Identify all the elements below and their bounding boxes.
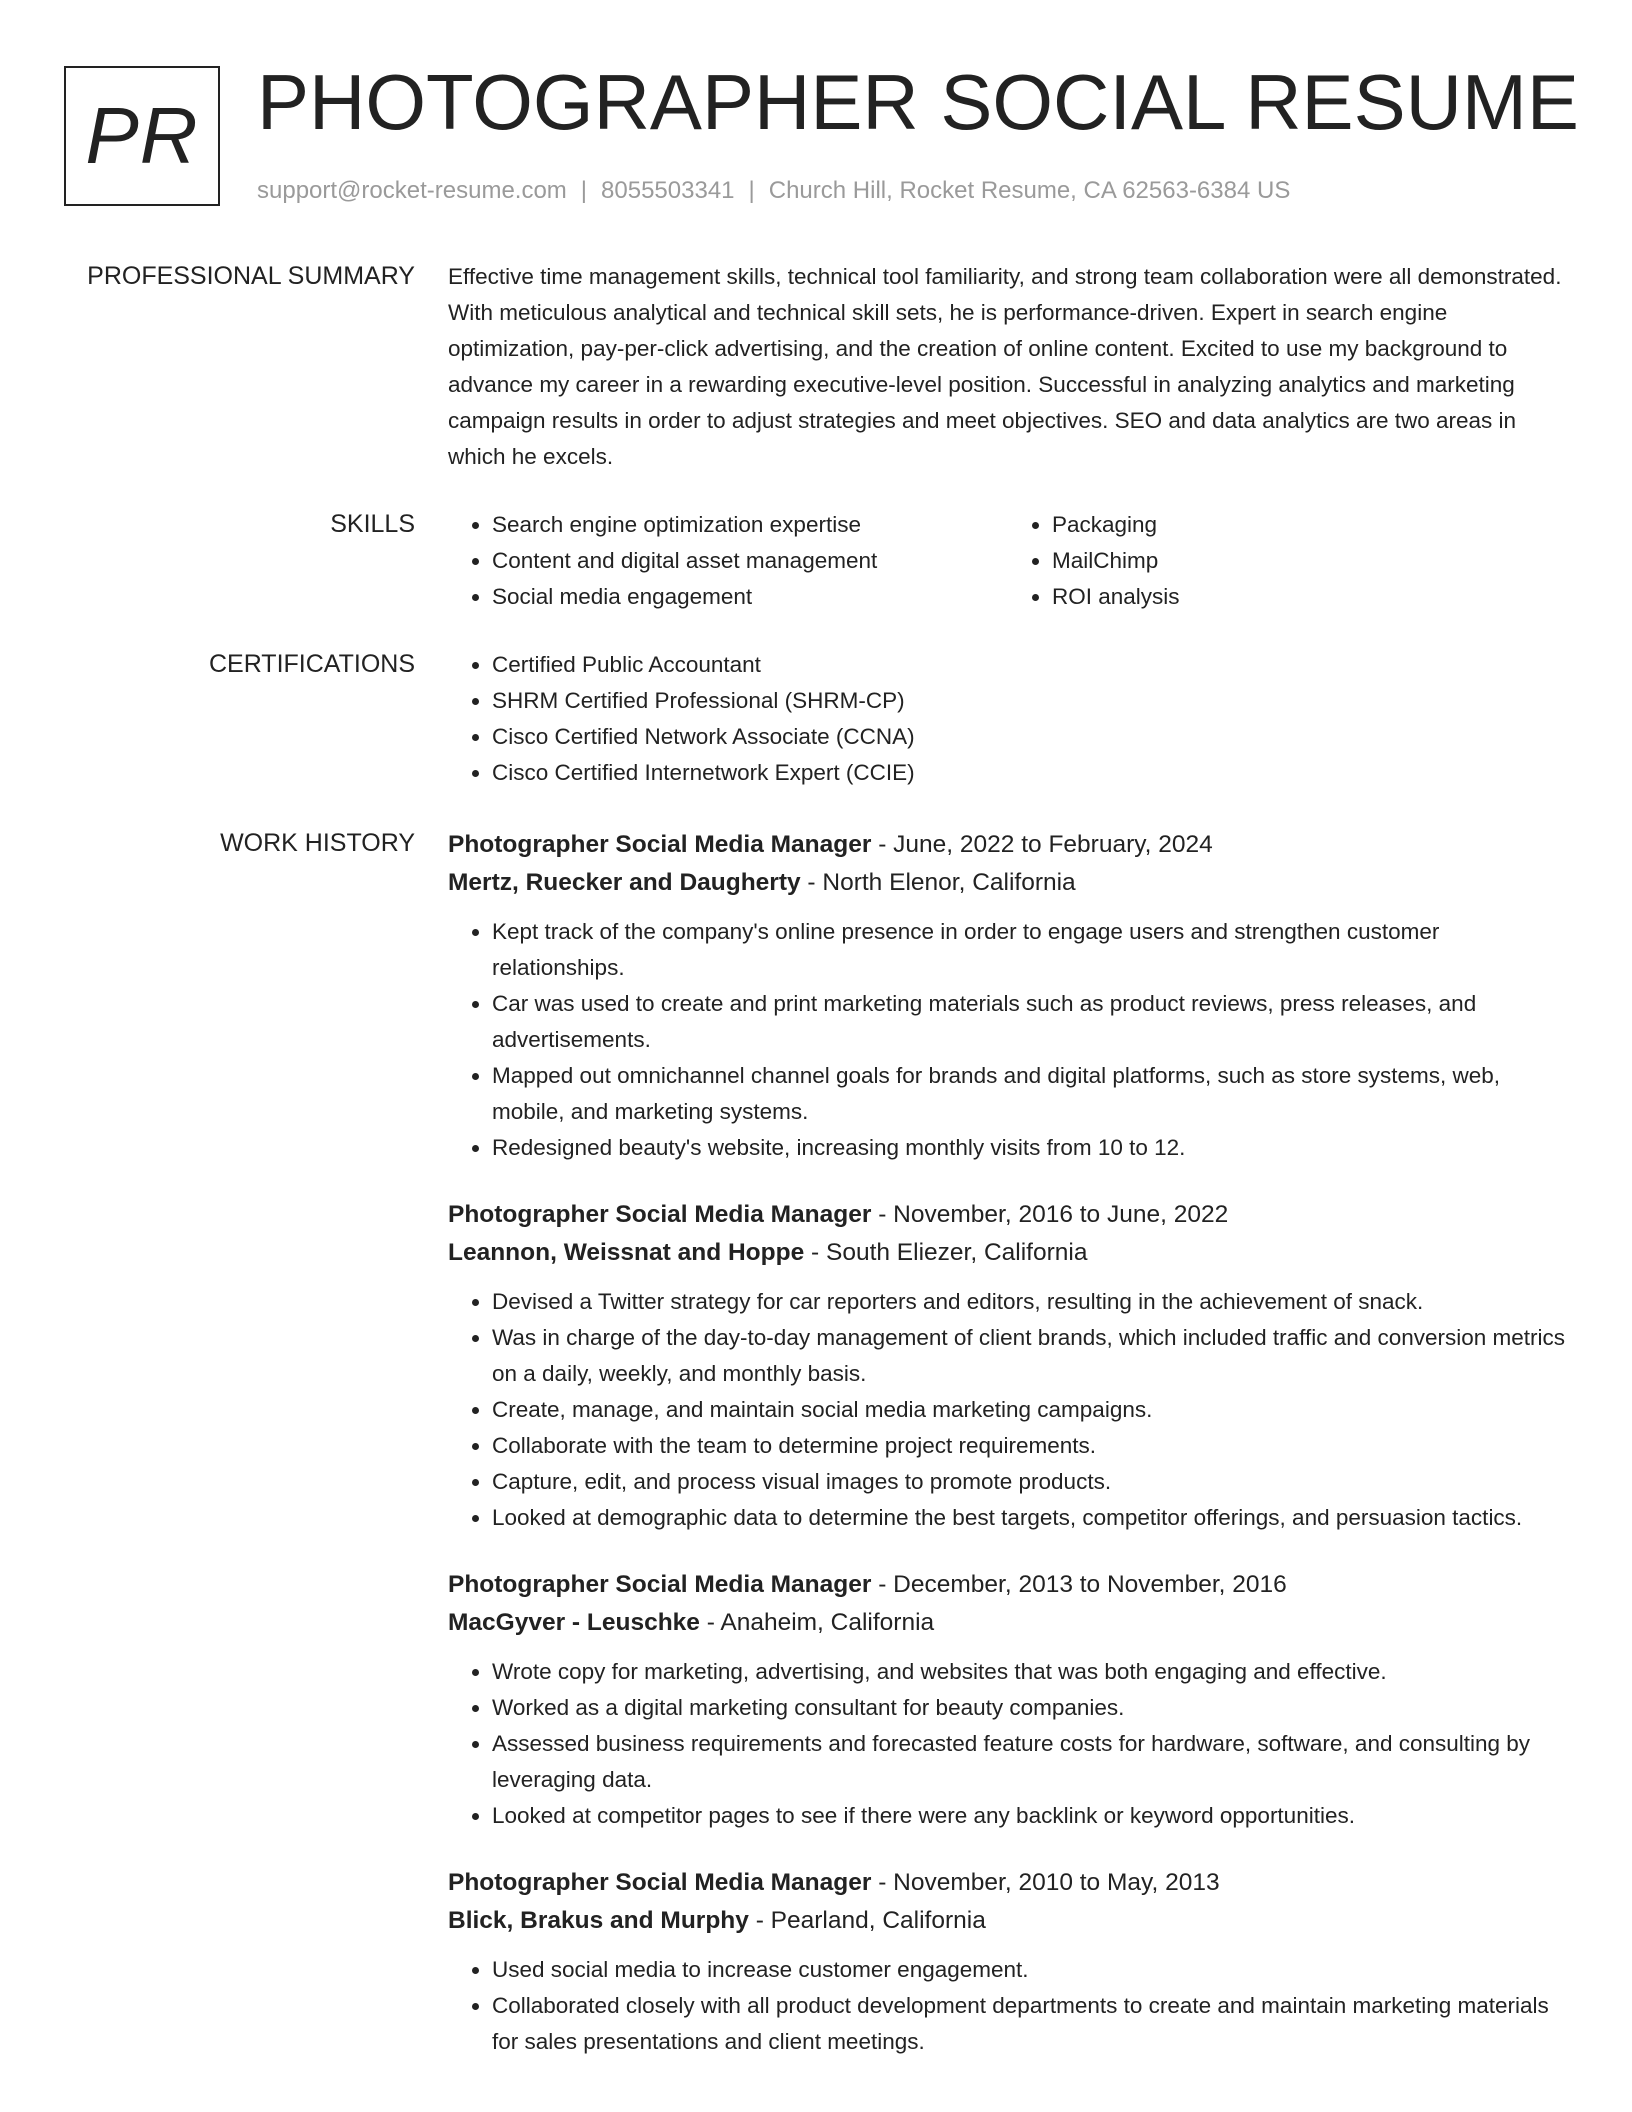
resume-title: PHOTOGRAPHER SOCIAL RESUME [257,58,1579,146]
job-location: - Pearland, California [748,1907,986,1934]
job-bullets [448,914,1568,1166]
job-title-line [448,1864,1568,1902]
job-company: Mertz, Ruecker and Daugherty [448,869,801,896]
job-location: - Anaheim, California [699,1609,935,1636]
job-location: - North Elenor, California [800,869,1076,896]
job-bullet: • Devised a Twitter strategy for car reporters and editors, resulting in the achievement of snack. [492,1284,1568,1320]
job-dates: - June, 2022 to February, 2024 [871,831,1213,858]
job-bullet: • Kept track of the company's online presence in order to engage users and strengthen customer relationships. [492,914,1568,986]
job-entry [448,1196,1568,1536]
job-company-line [448,1604,1568,1642]
certifications-label: CERTIFICATIONS [208,650,415,678]
job-company: Blick, Brakus and Murphy [448,1907,749,1934]
job-bullet: • Wrote copy for marketing, advertising, and websites that was both engaging and effective. [492,1654,1568,1690]
job-title: Photographer Social Media Manager [448,1201,872,1228]
skills-label: SKILLS [330,510,415,538]
job-title-line [448,826,1568,864]
job-bullets [448,1952,1568,2060]
job-bullet: • Collaborated closely with all product development departments to create and maintain marketing materials for sales presentations and client meetings. [492,1988,1568,2060]
certification-item: • Cisco Certified Network Associate (CCNA) [492,719,1568,755]
work-history-label: WORK HISTORY [220,829,415,857]
certifications-content [448,647,1568,791]
skills-list-left [448,507,1008,615]
job-bullets [448,1654,1568,1834]
job-location: - South Eliezer, California [804,1239,1088,1266]
certification-item: • Certified Public Accountant [492,647,1568,683]
job-bullet: • Used social media to increase customer engagement. [492,1952,1568,1988]
skill-item: • ROI analysis [1052,579,1568,615]
contact-separator: | [580,177,588,204]
contact-separator: | [748,177,755,204]
job-dates: - December, 2013 to November, 2016 [871,1571,1287,1598]
job-bullet: • Create, manage, and maintain social media marketing campaigns. [492,1392,1568,1428]
job-title: Photographer Social Media Manager [448,1571,872,1598]
job-entry [448,826,1568,1166]
job-bullet: • Looked at demographic data to determine the best targets, competitor offerings, and persuasion tactics. [492,1500,1568,1536]
job-bullet: • Collaborate with the team to determine project requirements. [492,1428,1568,1464]
certification-item: • Cisco Certified Internetwork Expert (CCIE) [492,755,1568,791]
job-title-line [448,1196,1568,1234]
job-bullet: • Looked at competitor pages to see if there were any backlink or keyword opportunities. [492,1798,1568,1834]
work-history-content [448,826,1568,2090]
contact-line [257,174,1290,208]
certification-item: • SHRM Certified Professional (SHRM-CP) [492,683,1568,719]
job-entry [448,1566,1568,1834]
skills-list-right [1008,507,1568,615]
monogram-logo: PR [64,66,220,206]
job-entry [448,1864,1568,2060]
job-dates: - November, 2016 to June, 2022 [871,1201,1229,1228]
skill-item: • Content and digital asset management [492,543,1008,579]
job-bullet: • Was in charge of the day-to-day management of client brands, which included traffic and conversion metrics on a daily, weekly, and monthly basis. [492,1320,1568,1392]
skill-item: • Packaging [1052,507,1568,543]
summary-text: Effective time management skills, technical tool familiarity, and strong team collaboration were all demonstrated. With meticulous analytical and technical skill sets, he is performance-driven. Expert in search engine optimization, pay-per-click advertising, and the creation of online content. Excited to use my background to advance my career in a rewarding executive-level position. Successful in analyzing analytics and marketing campaign results in order to adjust strategies and meet objectives. SEO and data analytics are two areas in which he excels. [448,264,1562,469]
contact-address: Church Hill, Rocket Resume, CA 62563-6384 US [768,177,1291,204]
job-bullet: • Car was used to create and print marketing materials such as product reviews, press releases, and advertisements. [492,986,1568,1058]
summary-label: PROFESSIONAL SUMMARY [87,262,415,290]
job-title: Photographer Social Media Manager [448,831,872,858]
job-company: Leannon, Weissnat and Hoppe [448,1239,805,1266]
job-company: MacGyver - Leuschke [448,1609,700,1636]
job-title-line [448,1566,1568,1604]
certifications-list [448,647,1568,791]
contact-phone: 8055503341 [601,177,735,204]
job-bullet: • Mapped out omnichannel channel goals for brands and digital platforms, such as store systems, web, mobile, and marketing systems. [492,1058,1568,1130]
job-company-line [448,1902,1568,1940]
skill-item: • Social media engagement [492,579,1008,615]
skill-item: • Search engine optimization expertise [492,507,1008,543]
job-bullet: • Redesigned beauty's website, increasing monthly visits from 10 to 12. [492,1130,1568,1166]
job-bullet: • Assessed business requirements and forecasted feature costs for hardware, software, and consulting by leveraging data. [492,1726,1568,1798]
contact-email: support@rocket-resume.com [257,177,567,204]
skill-item: • MailChimp [1052,543,1568,579]
job-bullet: • Worked as a digital marketing consultant for beauty companies. [492,1690,1568,1726]
job-company-line [448,864,1568,902]
skills-content [448,507,1568,615]
job-dates: - November, 2010 to May, 2013 [871,1869,1220,1896]
job-bullets [448,1284,1568,1536]
job-company-line [448,1234,1568,1272]
job-title: Photographer Social Media Manager [448,1869,872,1896]
job-bullet: • Capture, edit, and process visual images to promote products. [492,1464,1568,1500]
summary-content [448,259,1568,475]
